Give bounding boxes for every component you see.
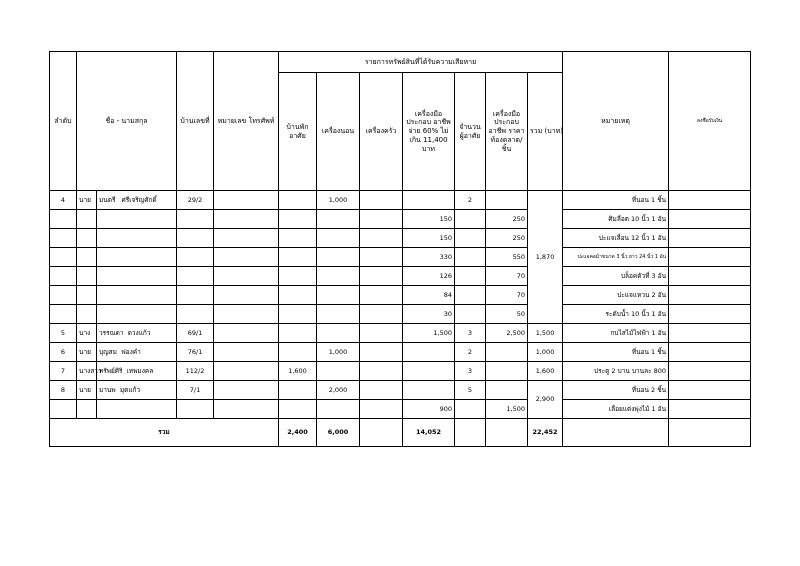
- cell-tools60: 150: [403, 229, 455, 248]
- cell-price: 550: [486, 248, 528, 267]
- cell-prefix: นาย: [77, 191, 97, 210]
- cell-residence: [279, 191, 317, 210]
- table-row: [50, 248, 751, 267]
- cell-tools60: 1,500: [403, 324, 455, 343]
- cell-prefix: นางสาว: [77, 362, 97, 381]
- cell-house: 69/1: [177, 324, 214, 343]
- cell-price: 1,500: [486, 400, 528, 419]
- cell-total-person8: 2,900: [528, 381, 563, 419]
- first-name: มนตรี: [99, 195, 116, 204]
- first-name: ทรัพย์ศิริ: [99, 366, 123, 375]
- header-row-1: [50, 52, 751, 73]
- cell-no: 6: [50, 343, 77, 362]
- last-name: ดวงแก้ว: [127, 328, 151, 337]
- table-row: [50, 305, 751, 324]
- cell-remark: ที่นอน 2 ชิ้น: [563, 381, 669, 400]
- table-row: [50, 267, 751, 286]
- damage-table: [49, 51, 751, 447]
- cell-bedding: 1,000: [317, 191, 360, 210]
- cell-price: 250: [486, 210, 528, 229]
- header-tools-price: เครื่องมือ ประกอบ อาชีพ ราคา ท้องตลาด/ ชิ้น: [486, 73, 528, 191]
- cell-tools60: 150: [403, 210, 455, 229]
- cell-total: 1,600: [528, 362, 563, 381]
- cell-remark: ประตู 2 บาน บานละ 800: [563, 362, 669, 381]
- cell-count: 3: [455, 362, 486, 381]
- header-kitchen: เครื่องครัว: [360, 73, 403, 191]
- cell-name: [97, 381, 177, 400]
- cell-remark: ปะแจแหวน 2 อัน: [563, 286, 669, 305]
- cell-phone: [214, 191, 279, 210]
- header-signature: ลงชื่อรับเงิน: [669, 52, 751, 191]
- header-count: จำนวน ผู้อาศัย: [455, 73, 486, 191]
- cell-remark: ที่นอน 1 ชิ้น: [563, 191, 669, 210]
- cell-tools60: 84: [403, 286, 455, 305]
- last-name: เทพมงคล: [126, 366, 154, 375]
- total-tools60: 14,052: [403, 419, 455, 447]
- table-row: [50, 191, 751, 210]
- cell-prefix: นาย: [77, 381, 97, 400]
- header-residence: บ้านพัก อาศัย: [279, 73, 317, 191]
- cell-price: 250: [486, 229, 528, 248]
- last-name: ฟองคำ: [121, 347, 141, 356]
- cell-remark: ระดับน้ำ 10 นิ้ว 1 อัน: [563, 305, 669, 324]
- header-remark: หมายเหตุ: [563, 52, 669, 191]
- cell-no: 5: [50, 324, 77, 343]
- cell-bedding: 1,000: [317, 343, 360, 362]
- last-name: ศรีเจริญศักดิ์: [121, 195, 157, 204]
- table-row: [50, 210, 751, 229]
- cell-prefix: นาย: [77, 343, 97, 362]
- cell-tools60: 30: [403, 305, 455, 324]
- first-name: มานพ: [99, 385, 116, 394]
- total-label: รวม: [50, 419, 279, 447]
- table-row: [50, 286, 751, 305]
- first-name: บุญสม: [99, 347, 117, 356]
- cell-count: 2: [455, 191, 486, 210]
- cell-remark: เลื่อยแต่งพุ่งไม้ 1 อัน: [563, 400, 669, 419]
- total-sum: 22,452: [528, 419, 563, 447]
- table-row: [50, 343, 751, 362]
- relief-table-sheet: [49, 51, 750, 456]
- header-tools-60: เครื่องมือ ประกอบ อาชีพ จ่าย 60% ไม่ เกิน 11,400 บาท: [403, 73, 455, 191]
- cell-house: 112/2: [177, 362, 214, 381]
- last-name: มุตแก้ว: [119, 385, 141, 394]
- cell-price: 70: [486, 267, 528, 286]
- header-name: ชื่อ - นามสกุล: [77, 52, 177, 191]
- cell-count: 3: [455, 324, 486, 343]
- cell-tools60: 330: [403, 248, 455, 267]
- cell-house: 7/1: [177, 381, 214, 400]
- cell-name: [97, 362, 177, 381]
- cell-house: 29/2: [177, 191, 214, 210]
- cell-total-person4: 1,870: [528, 191, 563, 324]
- header-house-no: บ้านเลขที่: [177, 52, 214, 191]
- cell-total: 1,500: [528, 324, 563, 343]
- table-row: [50, 229, 751, 248]
- cell-tools60: 126: [403, 267, 455, 286]
- cell-tools60: [403, 191, 455, 210]
- cell-no: 8: [50, 381, 77, 400]
- cell-remark: ปะแจเลื่อน 12 นิ้ว 1 อัน: [563, 229, 669, 248]
- cell-signature: [669, 191, 751, 210]
- cell-total: 1,000: [528, 343, 563, 362]
- cell-count: 5: [455, 381, 486, 400]
- table-row: [50, 400, 751, 419]
- cell-name: [97, 191, 177, 210]
- header-no: ลำดับ: [50, 52, 77, 191]
- cell-residence: 1,600: [279, 362, 317, 381]
- cell-name: [97, 324, 177, 343]
- cell-bedding: 2,000: [317, 381, 360, 400]
- cell-no: 7: [50, 362, 77, 381]
- cell-price: 50: [486, 305, 528, 324]
- header-total: รวม (บาท): [528, 73, 563, 191]
- cell-remark: ปะแจคอม้าขนาด 3 นิ้ว ยาว 24 นิ้ว 1 อัน: [563, 248, 669, 267]
- total-bedding: 6,000: [317, 419, 360, 447]
- cell-count: 2: [455, 343, 486, 362]
- table-row: [50, 324, 751, 343]
- header-phone: หมายเลข โทรศัพท์: [214, 52, 279, 191]
- cell-remark: ศิมลี่อต 10 นิ้ว 1 อัน: [563, 210, 669, 229]
- cell-tools60: 900: [403, 400, 455, 419]
- total-row: [50, 419, 751, 447]
- cell-no: 4: [50, 191, 77, 210]
- header-damage-group: รายการทรัพย์สินที่ได้รับความเสียหาย: [279, 52, 563, 73]
- cell-name: [97, 343, 177, 362]
- cell-price: [486, 191, 528, 210]
- cell-remark: กบไสไม้ไฟฟ้า 1 อัน: [563, 324, 669, 343]
- cell-kitchen: [360, 191, 403, 210]
- header-bedding: เครื่องนอน: [317, 73, 360, 191]
- total-residence: 2,400: [279, 419, 317, 447]
- first-name: วรรณดา: [99, 328, 124, 337]
- table-row: [50, 362, 751, 381]
- cell-prefix: นาง: [77, 324, 97, 343]
- cell-remark: บล็อคตัวที่ 3 อัน: [563, 267, 669, 286]
- table-row: [50, 381, 751, 400]
- cell-price: 2,500: [486, 324, 528, 343]
- cell-price: 70: [486, 286, 528, 305]
- cell-house: 76/1: [177, 343, 214, 362]
- cell-remark: ที่นอน 1 ชิ้น: [563, 343, 669, 362]
